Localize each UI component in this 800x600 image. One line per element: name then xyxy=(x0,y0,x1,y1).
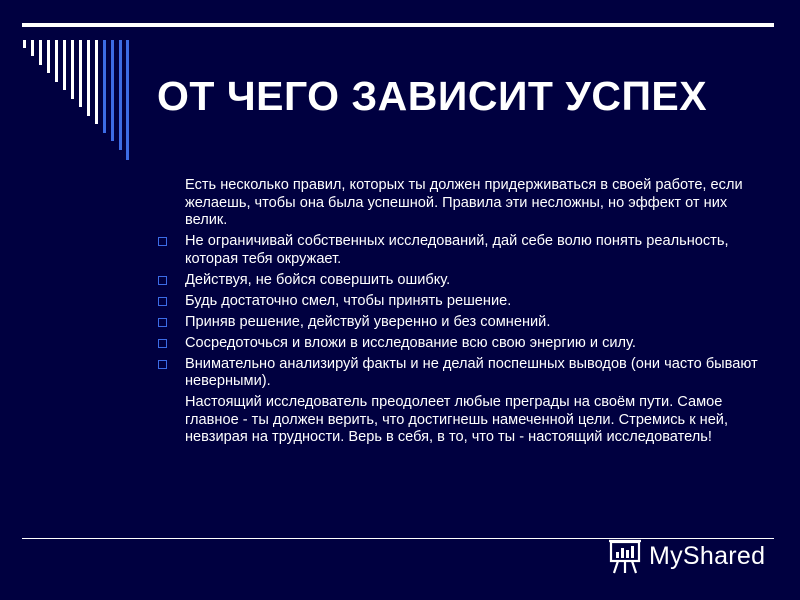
watermark-logo xyxy=(607,536,765,576)
bullet-item xyxy=(185,314,760,332)
watermark-text: MyShared xyxy=(649,541,766,570)
paragraph-text: Настоящий исследователь преодолеет любые преграды на своём пути. Самое главное - ты должен верить, что достигнешь намеченной цели. Стремись к ней, невзирая на трудности. Верь в себя, в то, что ты - настоящий исследователь! xyxy=(185,394,729,445)
bullet-item xyxy=(185,335,760,353)
bullet-text: Сосредоточься и вложи в исследование всю свою энергию и силу. xyxy=(185,334,636,351)
slide-body xyxy=(185,177,760,450)
square-bullet-icon xyxy=(158,297,167,306)
closing-paragraph xyxy=(185,394,760,447)
bullet-text: Будь достаточно смел, чтобы принять решение. xyxy=(185,292,512,309)
square-bullet-icon xyxy=(158,237,167,246)
top-rule xyxy=(22,23,774,27)
bullet-item xyxy=(185,272,760,290)
bullet-item xyxy=(185,233,760,268)
bullet-text: Приняв решение, действуй уверенно и без сомнений. xyxy=(185,313,551,330)
square-bullet-icon xyxy=(158,360,167,369)
slide-title: ОТ ЧЕГО ЗАВИСИТ УСПЕХ xyxy=(157,73,708,119)
square-bullet-icon xyxy=(158,339,167,348)
bullet-text: Действуя, не бойся совершить ошибку. xyxy=(185,271,451,288)
paragraph-text: Есть несколько правил, которых ты должен придерживаться в своей работе, если желаешь, чтобы она была успешной. Правила эти несложны, но эффект от них велик. xyxy=(185,177,743,228)
square-bullet-icon xyxy=(158,318,167,327)
intro-paragraph xyxy=(185,177,760,230)
bullet-text: Внимательно анализируй факты и не делай поспешных выводов (они часто бывают неверными). xyxy=(185,355,758,389)
bullet-item xyxy=(185,293,760,311)
square-bullet-icon xyxy=(158,276,167,285)
presentation-board-icon xyxy=(607,537,643,575)
bullet-item xyxy=(185,356,760,391)
bullet-text: Не ограничивай собственных исследований, дай себе волю понять реальность, которая тебя окружает. xyxy=(185,233,729,267)
